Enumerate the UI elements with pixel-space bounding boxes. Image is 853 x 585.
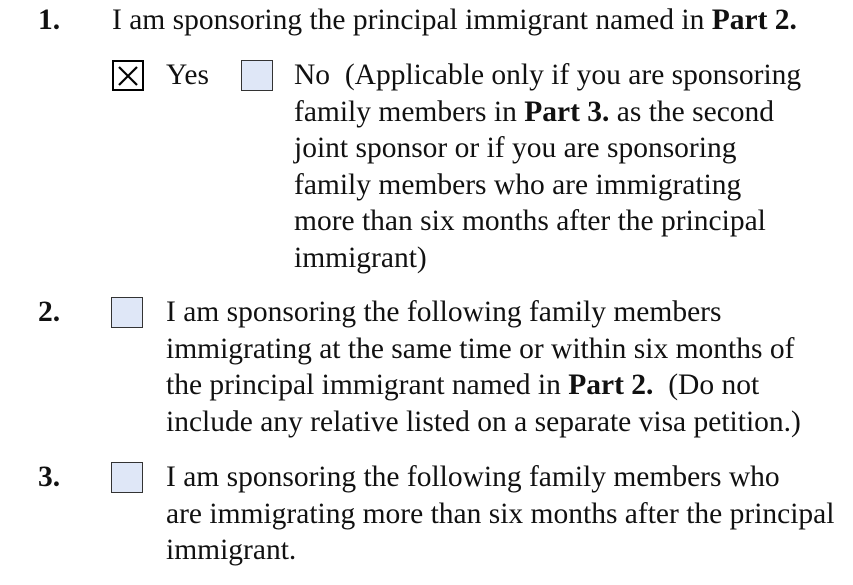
- no-note-line-3: joint sponsor or if you are sponsoring: [294, 132, 737, 164]
- no-note-line-1: (Applicable only if you are sponsoring: [344, 59, 802, 91]
- item-2-part-reference: Part 2.: [568, 369, 654, 401]
- item-1-no-checkbox[interactable]: [241, 60, 273, 91]
- item-3-line-3: immigrant.: [166, 534, 297, 566]
- item-2-line-3-text: the principal immigrant named in: [166, 369, 569, 401]
- item-2-line-3-tail: (Do not: [653, 369, 760, 401]
- item-3-line-2: are immigrating more than six months after the principal: [166, 497, 835, 530]
- item-1-yes-checkbox[interactable]: [112, 60, 144, 91]
- item-2-line-2: immigrating at the same time or within six months of: [166, 332, 795, 365]
- item-3-checkbox[interactable]: [111, 462, 143, 493]
- checkmark-x-icon: [116, 64, 140, 88]
- no-note-line-2-text: family members in: [294, 95, 525, 128]
- item-2-checkbox[interactable]: [111, 297, 143, 328]
- no-note-line-2-tail: as the second: [609, 95, 775, 128]
- no-note-line-6: immigrant): [294, 241, 427, 274]
- item-1-statement-text: I am sponsoring the principal immigrant named in: [112, 4, 712, 36]
- item-1-statement: [112, 2, 797, 39]
- no-note-line-2: [294, 94, 774, 131]
- no-note-line-5: more than six months after the principal: [294, 205, 766, 237]
- item-number-1: 1.: [38, 4, 61, 36]
- item-2-line-4: include any relative listed on a separate visa petition.): [166, 405, 801, 438]
- no-note-part-reference: Part 3.: [524, 95, 610, 128]
- no-note-line-4: family members who are immigrating: [294, 168, 742, 201]
- item-1-yes-label: Yes: [166, 59, 209, 91]
- item-2-line-3: [166, 367, 759, 404]
- no-label-text: No: [294, 59, 331, 91]
- item-2-line-1: I am sponsoring the following family members: [166, 296, 722, 328]
- item-number-3: 3.: [38, 461, 61, 493]
- item-number-2: 2.: [38, 296, 61, 328]
- item-1-no-label: [294, 57, 801, 94]
- item-3-line-1: I am sponsoring the following family members who: [166, 461, 780, 493]
- item-1-part-reference: Part 2.: [711, 4, 797, 36]
